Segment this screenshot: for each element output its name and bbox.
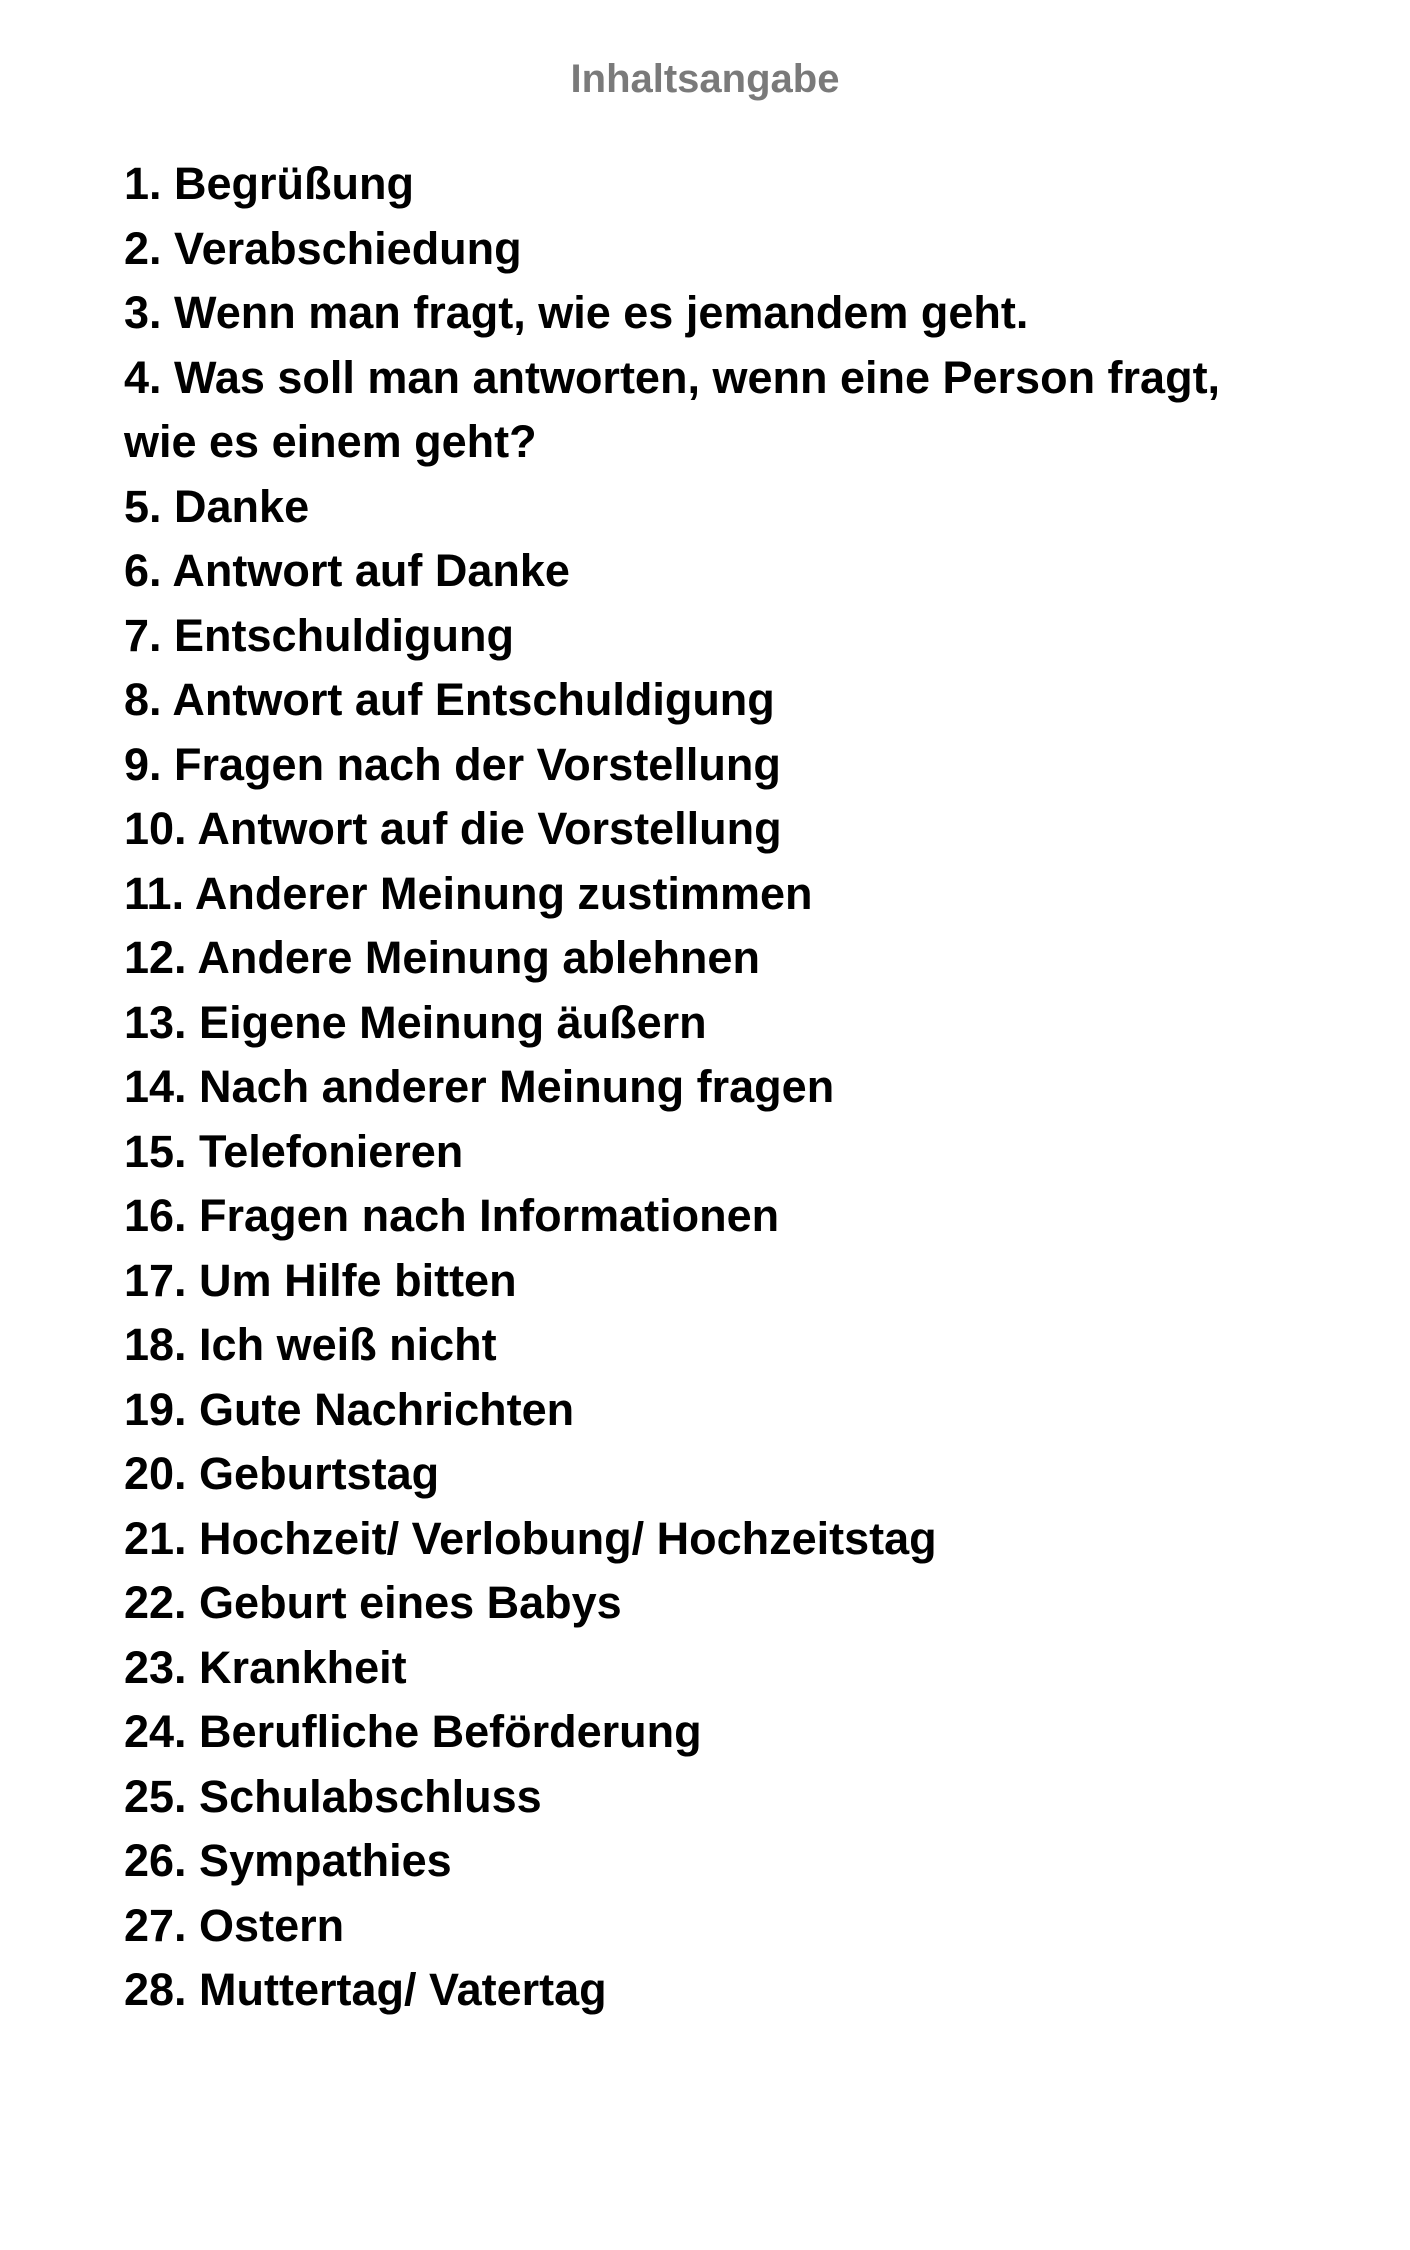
table-of-contents [124, 152, 1284, 2023]
toc-item: 23. Krankheit [124, 1641, 407, 1693]
toc-item: 20. Geburtstag [124, 1448, 440, 1499]
toc-item: 24. Berufliche Beförderung [124, 1706, 702, 1757]
toc-item: 16. Fragen nach Informationen [124, 1190, 780, 1241]
toc-item: 22. Geburt eines Babys [124, 1577, 622, 1628]
toc-item: 4. Was soll man antworten, wenn eine Person fragt, wie es einem geht? [124, 351, 1221, 467]
toc-item: 26. Sympathies [124, 1835, 452, 1886]
toc-item: 27. Ostern [124, 1899, 345, 1951]
toc-item: 5. Danke [124, 480, 310, 532]
toc-item: 12. Andere Meinung ablehnen [124, 932, 760, 983]
toc-item: 1. Begrüßung [124, 158, 414, 209]
toc-item: 19. Gute Nachrichten [124, 1383, 575, 1435]
toc-item: 7. Entschuldigung [124, 609, 514, 661]
toc-item: 28. Muttertag/ Vatertag [124, 1964, 607, 2015]
toc-item: 3. Wenn man fragt, wie es jemandem geht. [124, 287, 1029, 338]
toc-item: 6. Antwort auf Danke [124, 545, 570, 596]
toc-item: 15. Telefonieren [124, 1125, 464, 1177]
page-title: Inhaltsangabe [570, 57, 840, 101]
toc-item: 21. Hochzeit/ Verlobung/ Hochzeitstag [124, 1512, 937, 1564]
toc-item: 10. Antwort auf die Vorstellung [124, 803, 782, 854]
toc-item: 17. Um Hilfe bitten [124, 1254, 517, 1306]
toc-item: 14. Nach anderer Meinung fragen [124, 1061, 835, 1112]
toc-item: 9. Fragen nach der Vorstellung [124, 738, 781, 790]
toc-item: 13. Eigene Meinung äußern [124, 996, 707, 1048]
toc-item: 25. Schulabschluss [124, 1770, 542, 1822]
toc-item: 8. Antwort auf Entschuldigung [124, 674, 775, 725]
toc-item: 2. Verabschiedung [124, 222, 522, 274]
toc-item: 18. Ich weiß nicht [124, 1319, 497, 1370]
toc-item: 11. Anderer Meinung zustimmen [124, 867, 813, 919]
